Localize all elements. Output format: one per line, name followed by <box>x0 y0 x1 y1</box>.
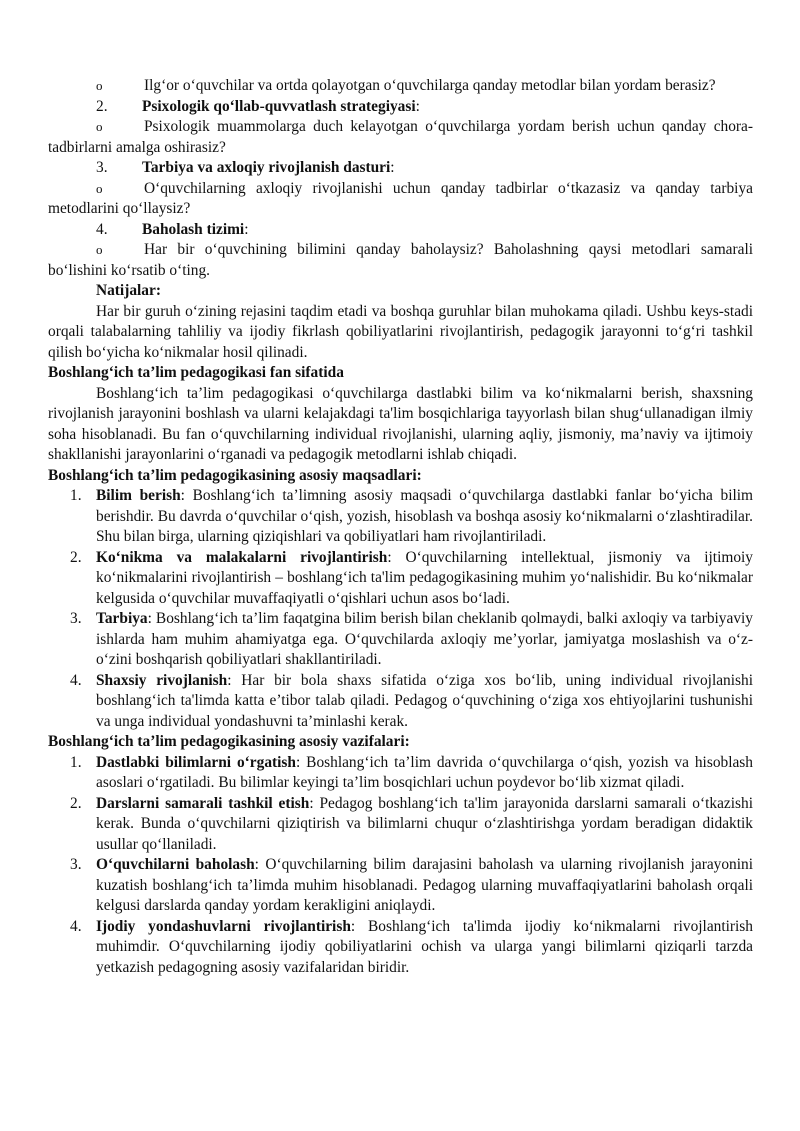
bullet-marker: o <box>96 78 103 93</box>
results-paragraph: Har bir guruh o‘zining rejasini taqdim etadi va boshqa guruhlar bilan muhokama qiladi. Ushbu keys-stadi orqali talabalarning tahliliy va ijodiy fikrlash qobiliyatlarini rivojlantirish, pedagogik jarayonni to‘g‘ri tashkil qilish bo‘yicha ko‘nikmalar hosil qilinadi. <box>48 302 753 361</box>
question-paragraph: o Ilg‘or o‘quvchilar va ortda qolayotgan o‘quvchilarga qanday metodlar bilan yordam berasiz? <box>48 76 753 97</box>
list-item <box>48 855 753 917</box>
tasks-list <box>48 753 753 979</box>
list-number: 2. <box>70 548 82 566</box>
item-title: Dastlabki bilimlarni o‘rgatish <box>96 753 296 771</box>
section-heading: Boshlang‘ich ta’lim pedagogikasi fan sifatida <box>48 364 344 381</box>
item-text: : O‘quvchilarning intellektual, jismoniy va ijtimoiy ko‘nikmalarini rivojlantirish – boshlang‘ich ta'lim pedagogikasining muhim yo‘nalishidir. Bu ko‘nikmalar kelgusida o‘quvchilar muvaffaqiyatli o‘qishlari uchun asos bo‘ladi. <box>96 548 753 607</box>
list-number: 1. <box>70 753 82 771</box>
question-paragraph: o O‘quvchilarning axloqiy rivojlanishi uchun qanday tadbirlar o‘tkazasiz va qanday tarbiya metodlarini qo‘llaysiz? <box>48 179 753 217</box>
item-text: : Boshlang‘ich ta’lim faqatgina bilim berish bilan cheklanib qolmaydi, balki axloqiy va tarbiyaviy ishlarda ham muhim ahamiyatga ega. O‘quvchilarda axloqiy me’yorlar, jamiyatga moslashish va o‘z-o‘zini boshqarish qobiliyatlari shakllantiriladi. <box>96 610 753 668</box>
item-title: O‘quvchilarni baholash <box>96 856 255 873</box>
bullet-marker: o <box>96 180 103 196</box>
list-number: 4. <box>70 671 82 689</box>
numbered-heading: 3. Tarbiya va axloqiy rivojlanish dasturi: <box>96 159 395 176</box>
section-paragraph: Boshlang‘ich ta’lim pedagogikasi o‘quvchilarga dastlabki bilim va ko‘nikmalarni berish, shaxsning rivojlanish jarayonini boshlash va ularni kelajakdagi ta'lim bosqichlariga tayyorlash bilan shug‘ullanadigan ilmiy soha hisoblanadi. Bu fan o‘quvchilarning individual rivojlanishi, ularning aqliy, jismoniy, ma’naviy va ijtimoiy shakllanishi jarayonlarini o‘rganadi va pedagogik metodlarni ishlab chiqadi. <box>48 384 753 463</box>
item-title: Shaxsiy rivojlanish <box>96 671 228 689</box>
item-text: : Boshlang‘ich ta'limda ijodiy ko‘nikmalarni rivojlantirish muhimdir. O‘quvchilarning ijodiy qobiliyatlarini ochish va ularga yangi bilimlarni qiziqarli tarzda yetkazish pedagogning asosiy vazifalaridan biridir. <box>96 917 753 976</box>
list-number: 2. <box>70 794 82 812</box>
item-text: : O‘quvchilarning bilim darajasini baholash va ularning rivojlanish jarayonini kuzatish boshlang‘ich ta’limda muhim hisoblanadi. Pedagog ularning muvaffaqiyatlarini baholash orqali kelgusi darslarda qanday yordam kerakligini aniqlaydi. <box>96 856 753 914</box>
list-number: 1. <box>70 487 82 504</box>
question-paragraph: o Har bir o‘quvchining bilimini qanday baholaysiz? Baholashning qaysi metodlari samarali bo‘lishini ko‘rsatib o‘ting. <box>48 241 753 279</box>
item-text: : Boshlang‘ich ta’lim davrida o‘quvchilarga o‘qish, yozish va hisoblash asoslari o‘rgatiladi. Bu bilimlar keyingi ta’lim bosqichlari uchun poydevor bo‘lib xizmat qiladi. <box>96 753 753 791</box>
list-item <box>48 486 753 548</box>
tasks-heading: Boshlang‘ich ta’lim pedagogikasining asosiy vazifalari: <box>48 733 410 750</box>
list-number: 3. <box>70 610 82 627</box>
item-title: Darslarni samarali tashkil etish <box>96 794 310 812</box>
list-number: 4. <box>70 917 82 935</box>
list-item <box>48 794 753 856</box>
numbered-heading: 2. Psixologik qo‘llab-quvvatlash strategiyasi: <box>96 97 420 115</box>
question-paragraph: o Psixologik muammolarga duch kelayotgan o‘quvchilarga yordam berish uchun qanday chora-tadbirlarni amalga oshirasiz? <box>48 118 753 156</box>
goals-heading: Boshlang‘ich ta’lim pedagogikasining asosiy maqsadlari: <box>48 466 422 484</box>
item-text: : Pedagog boshlang‘ich ta'lim jarayonida darslarni samarali o‘tkazishi kerak. Bunda o‘quvchilarni qiziqtirish va bilimlarni chuqur o‘zlashtirishga yordam beradigan didaktik usullar qo‘llaniladi. <box>96 794 753 853</box>
item-text: : Har bir bola shaxs sifatida o‘ziga xos bo‘lib, uning individual rivojlanishi boshlang‘ich ta'limda katta e’tibor talab qiladi. Pedagog o‘quvchining o‘ziga xos ehtiyojlarini tushunishi va unga individual yondashuvni ta’minlashi kerak. <box>96 671 753 730</box>
heading-title: Tarbiya va axloqiy rivojlanish dasturi <box>142 159 391 176</box>
numbered-heading: 4. Baholash tizimi: <box>96 220 249 238</box>
goals-list <box>48 486 753 732</box>
results-heading: Natijalar: <box>96 282 161 299</box>
list-item <box>48 609 753 671</box>
list-item <box>48 671 753 733</box>
item-title: Ijodiy yondashuvlarni rivojlantirish <box>96 917 351 935</box>
document-page <box>48 76 753 978</box>
item-title: Bilim berish <box>96 487 181 504</box>
bullet-marker: o <box>96 242 103 257</box>
list-item <box>48 753 753 794</box>
heading-title: Psixologik qo‘llab-quvvatlash strategiyasi <box>142 97 416 115</box>
bullet-marker: o <box>96 119 103 134</box>
list-item <box>48 917 753 979</box>
item-text: : Boshlang‘ich ta’limning asosiy maqsadi o‘quvchilarga dastlabki fanlar bo‘yicha bilim berishdir. Bu davrda o‘quvchilar o‘qish, yozish, hisoblash va boshqa asosiy ko‘nikmalarni o‘zlashtiradilar. Shu bilan birga, ularning qiziqishlari va qobiliyatlari ham rivojlantiriladi. <box>96 487 754 545</box>
list-number: 3. <box>70 856 82 873</box>
list-item <box>48 548 753 610</box>
item-title: Tarbiya <box>96 610 148 627</box>
item-title: Ko‘nikma va malakalarni rivojlantirish <box>96 548 388 566</box>
heading-title: Baholash tizimi <box>142 220 245 238</box>
